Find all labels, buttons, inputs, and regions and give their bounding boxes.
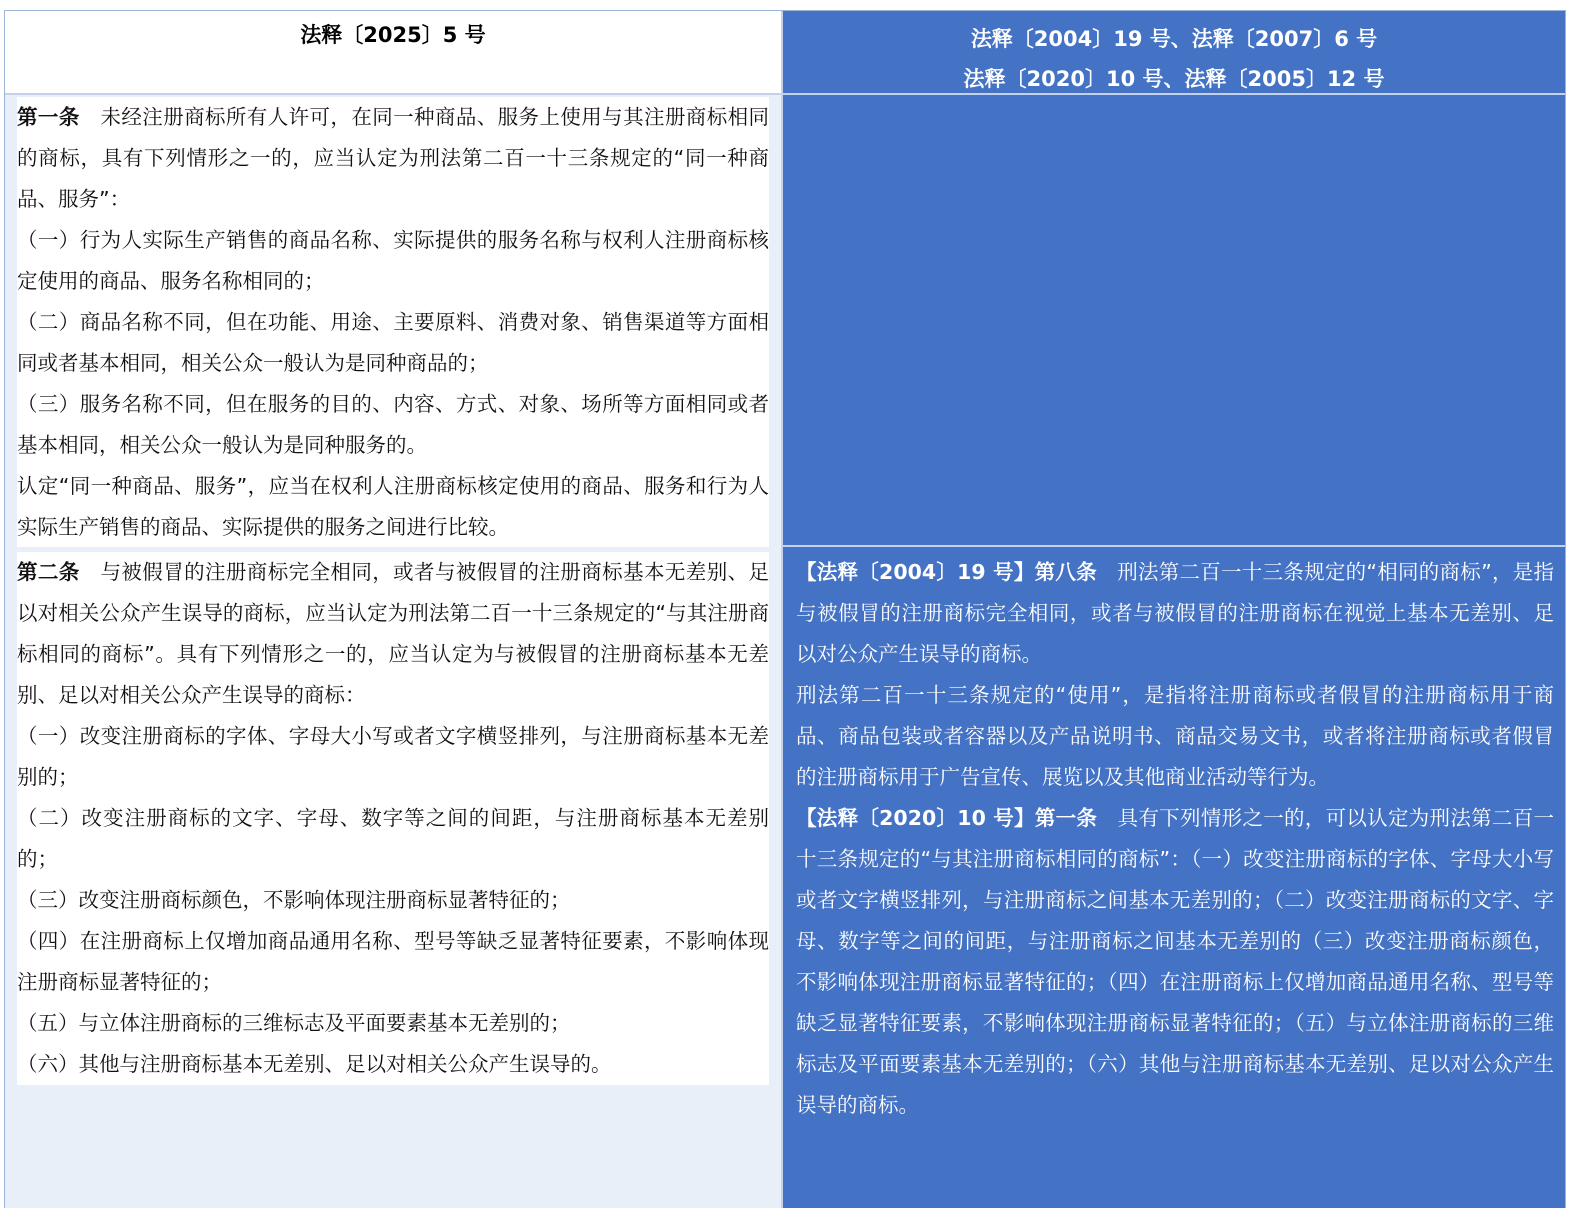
article1-intro: 未经注册商标所有人许可，在同一种商品、服务上使用与其注册商标相同的商标，具有下列情形之一的，应当认定为刑法第二百一十三条规定的“同一种商品、服务”：: [17, 105, 769, 211]
header-left-title: 法释〔2025〕5 号: [300, 23, 486, 47]
article1-intro-paragraph: [17, 97, 769, 220]
header-right-title-line1: 法释〔2004〕19 号、法释〔2007〕6 号: [970, 27, 1378, 51]
article1-label: 第一条: [17, 105, 80, 129]
article1-cell: [5, 95, 783, 547]
article2-cell: [5, 547, 783, 1208]
article2-label: 第二条: [17, 560, 80, 584]
comparison-table: [4, 10, 1566, 1208]
article1-item1: （一）行为人实际生产销售的商品名称、实际提供的服务名称与权利人注册商标核定使用的商品、服务名称相同的；: [17, 228, 769, 293]
article2-text: [17, 552, 769, 1085]
article1-text: [17, 97, 769, 548]
ref2-label: 【法释〔2020〕10 号】第一条: [796, 806, 1098, 830]
ref1-text2: 刑法第二百一十三条规定的“使用”，是指将注册商标或者假冒的注册商标用于商品、商品包装或者容器以及产品说明书、商品交易文书，或者将注册商标或者假冒的注册商标用于广告宣传、展览以及其他商业活动等行为。: [796, 683, 1554, 789]
article2-item1: （一）改变注册商标的字体、字母大小写或者文字横竖排列，与注册商标基本无差别的；: [17, 724, 769, 789]
article2-item5: （五）与立体注册商标的三维标志及平面要素基本无差别的；: [17, 1011, 571, 1035]
article1-reference-cell: [783, 95, 1565, 547]
header-right-title: [783, 11, 1565, 99]
article2-item3: （三）改变注册商标颜色，不影响体现注册商标显著特征的；: [17, 888, 571, 912]
ref2-paragraph: [796, 798, 1554, 1126]
article1-item3: （三）服务名称不同，但在服务的目的、内容、方式、对象、场所等方面相同或者基本相同，相关公众一般认为是同种服务的。: [17, 392, 769, 457]
header-right-cell: [783, 11, 1565, 95]
article2-intro-paragraph: [17, 552, 769, 716]
ref1-paragraph: [796, 552, 1554, 675]
ref2-text: 具有下列情形之一的，可以认定为刑法第二百一十三条规定的“与其注册商标相同的商标”：（一）改变注册商标的字体、字母大小写或者文字横竖排列，与注册商标之间基本无差别的；（二）改变注册商标的文字、字母、数字等之间的间距，与注册商标之间基本无差别的（三）改变注册商标颜色，不影响体现注册商标显著特征的；（四）在注册商标上仅增加商品通用名称、型号等缺乏显著特征要素，不影响体现注册商标显著特征的；（五）与立体注册商标的三维标志及平面要素基本无差别的；（六）其他与注册商标基本无差别、足以对公众产生误导的商标。: [796, 806, 1554, 1117]
ref1-text: 刑法第二百一十三条规定的“相同的商标”，是指与被假冒的注册商标完全相同，或者与被假冒的注册商标在视觉上基本无差别、足以对公众产生误导的商标。: [796, 560, 1554, 666]
ref1-label: 【法释〔2004〕19 号】第八条: [796, 560, 1097, 584]
header-left-cell: [5, 11, 783, 95]
article2-reference-text: [796, 552, 1554, 1126]
article1-closing: 认定“同一种商品、服务”，应当在权利人注册商标核定使用的商品、服务和行为人实际生产销售的商品、实际提供的服务之间进行比较。: [17, 474, 769, 539]
article2-item4: （四）在注册商标上仅增加商品通用名称、型号等缺乏显著特征要素，不影响体现注册商标显著特征的；: [17, 929, 769, 994]
article2-item6: （六）其他与注册商标基本无差别、足以对相关公众产生误导的。: [17, 1052, 612, 1076]
article1-item2: （二）商品名称不同，但在功能、用途、主要原料、消费对象、销售渠道等方面相同或者基本相同，相关公众一般认为是同种商品的；: [17, 310, 769, 375]
article2-intro: 与被假冒的注册商标完全相同，或者与被假冒的注册商标基本无差别、足以对相关公众产生误导的商标，应当认定为刑法第二百一十三条规定的“与其注册商标相同的商标”。具有下列情形之一的，应当认定为与被假冒的注册商标基本无差别、足以对相关公众产生误导的商标：: [17, 560, 769, 707]
article2-item2: （二）改变注册商标的文字、字母、数字等之间的间距，与注册商标基本无差别的；: [17, 806, 769, 871]
article2-reference-cell: [783, 547, 1565, 1208]
header-right-title-line2: 法释〔2020〕10 号、法释〔2005〕12 号: [963, 67, 1385, 91]
